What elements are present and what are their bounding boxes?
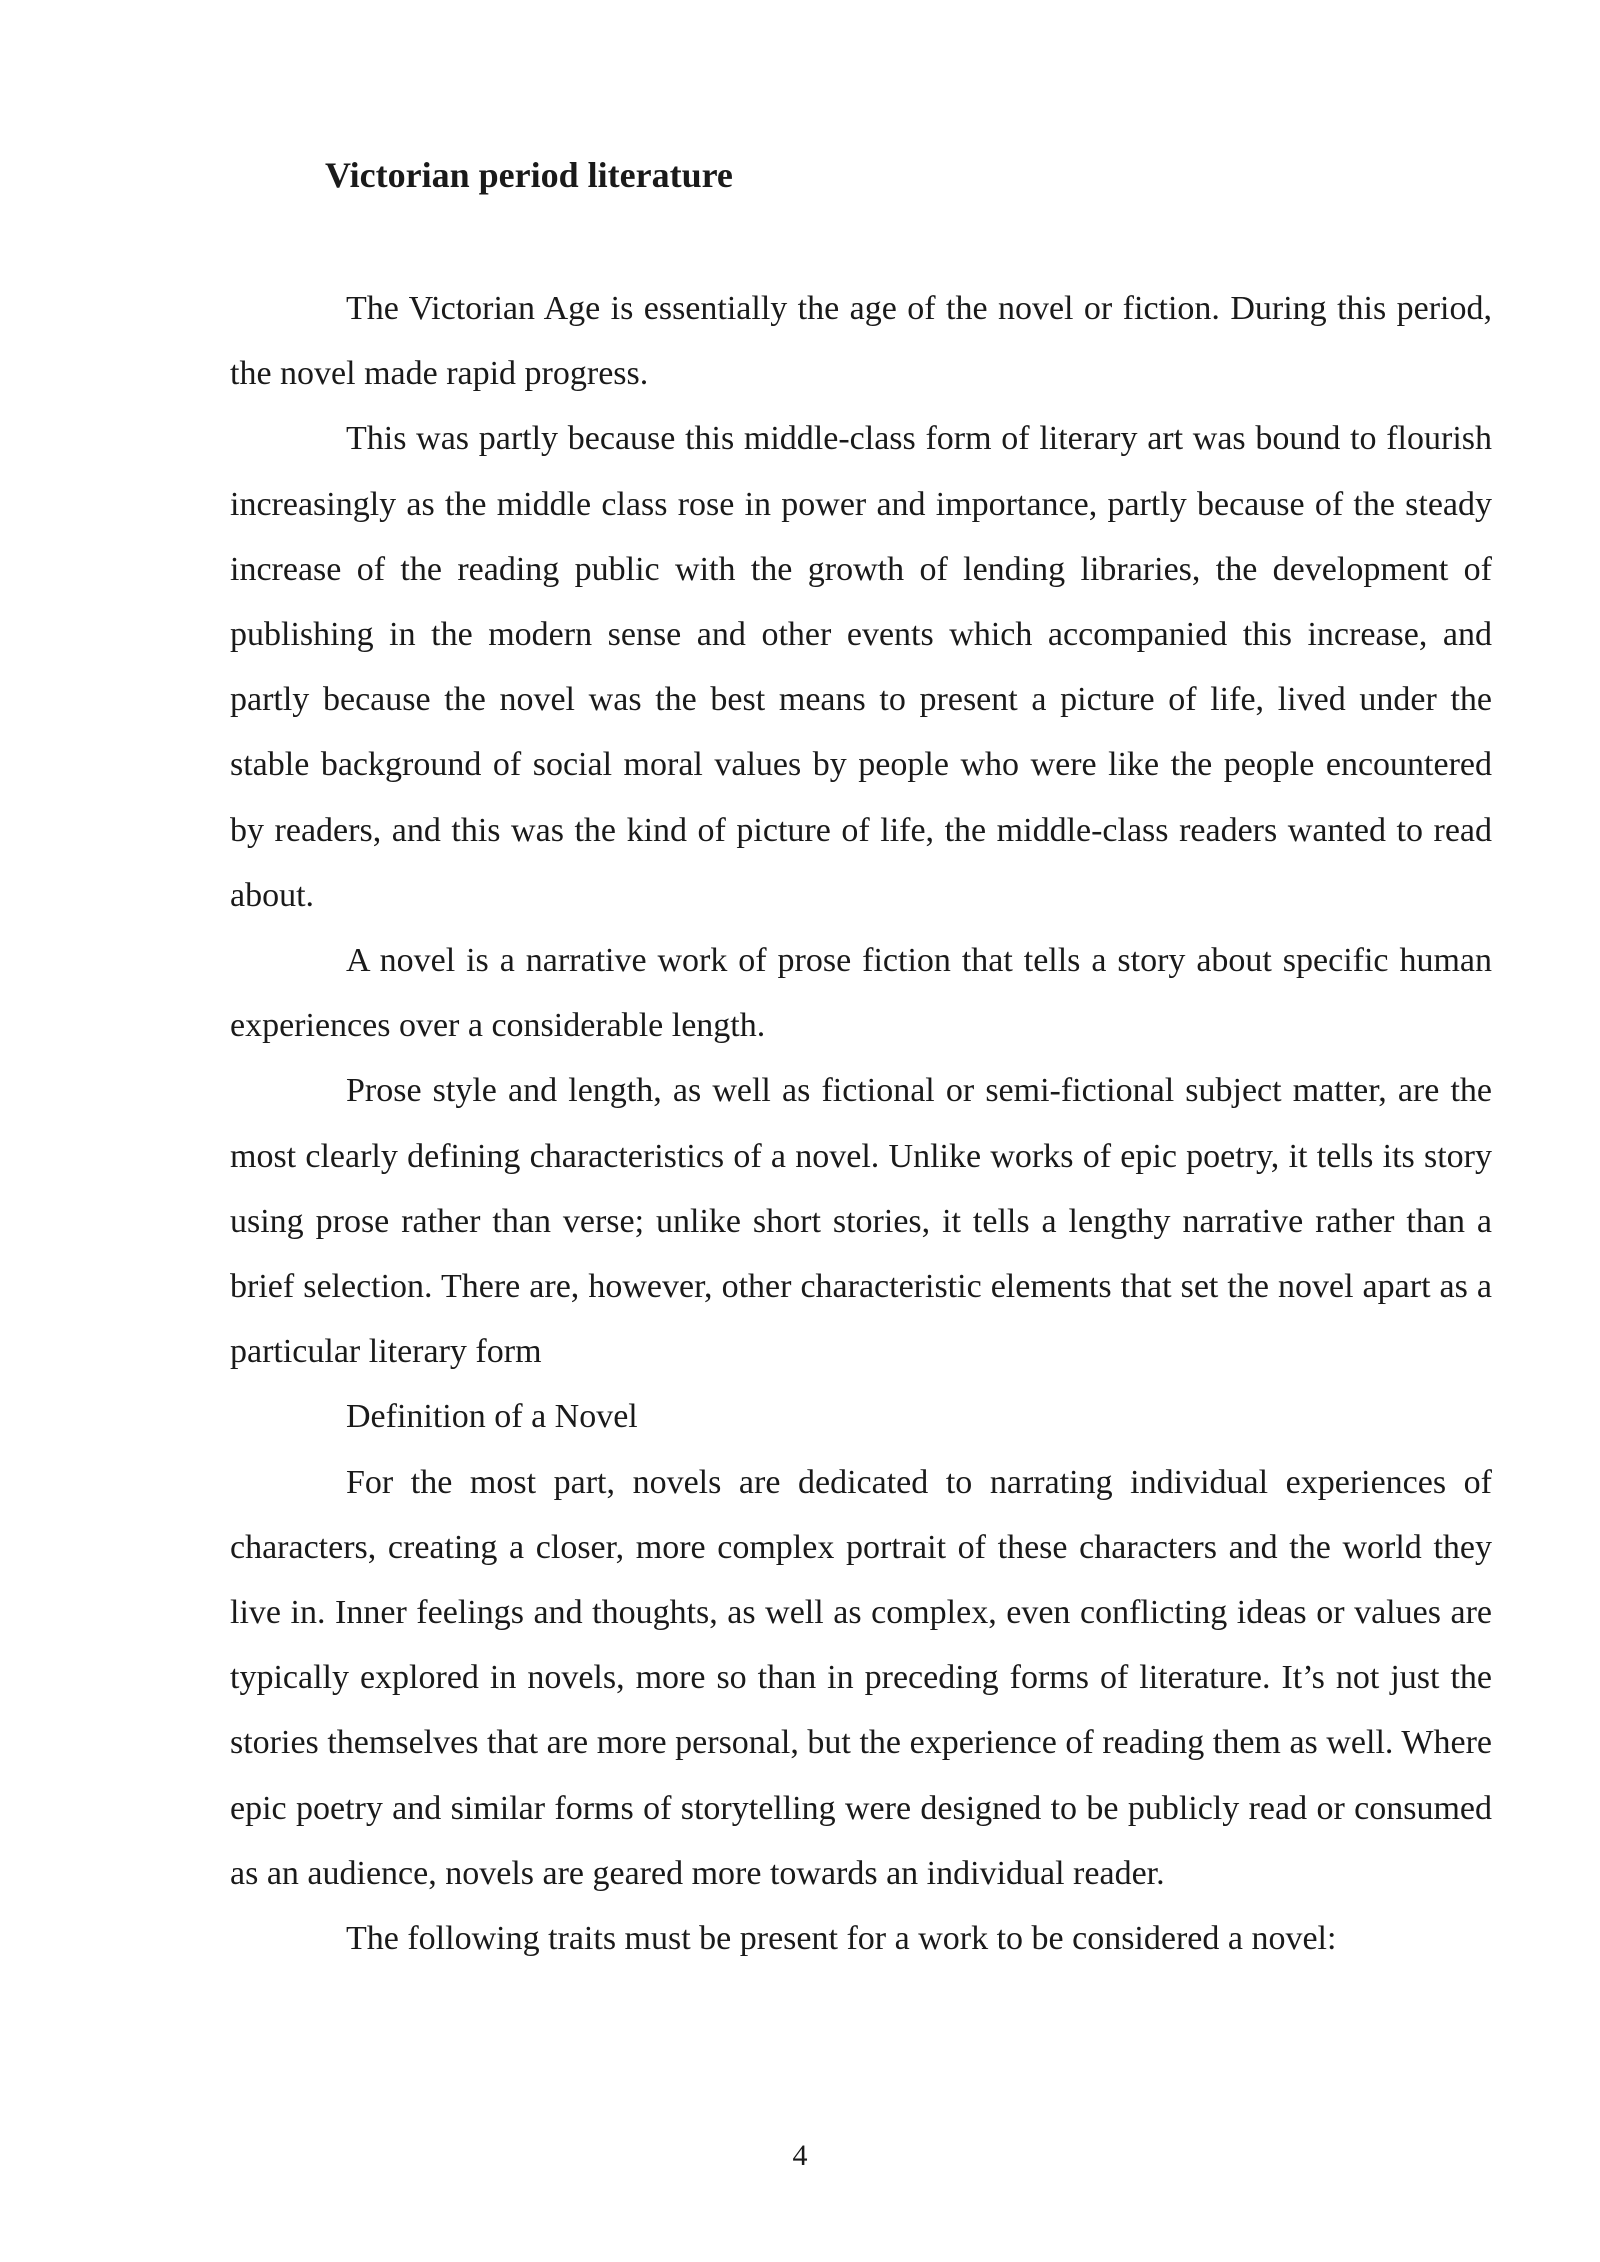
- paragraph: A novel is a narrative work of prose fiction that tells a story about specific human experiences over a considerable length.: [230, 942, 1492, 1045]
- paragraph: The following traits must be present for a work to be considered a novel:: [346, 1920, 1337, 1958]
- page-number: 4: [792, 2139, 808, 2172]
- paragraph: For the most part, novels are dedicated to narrating individual experiences of characters, creating a closer, more complex portrait of these characters and the world they live in. Inner feelings and thoughts, as well as complex, even conflicting ideas or values are typically explored in novels, more so than in preceding forms of literature. It’s not just the stories themselves that are more personal, but the experience of reading them as well. Where epic poetry and similar forms of storytelling were designed to be publicly read or consumed as an audience, novels are geared more towards an individual reader.: [230, 1463, 1492, 1892]
- paragraph: Prose style and length, as well as fictional or semi-fictional subject matter, are the most clearly defining characteristics of a novel. Unlike works of epic poetry, it tells its story using prose rather than verse; unlike short stories, it tells a lengthy narrative rather than a brief selection. There are, however, other characteristic elements that set the novel apart as a particular literary form: [230, 1072, 1492, 1371]
- body-text: [230, 276, 1492, 1971]
- subheading-paragraph: Definition of a Novel: [346, 1398, 638, 1436]
- paragraph: The Victorian Age is essentially the age of the novel or fiction. During this period, the novel made rapid progress.: [230, 290, 1492, 393]
- paragraph: This was partly because this middle-class form of literary art was bound to flourish increasingly as the middle class rose in power and importance, partly because of the steady increase of the reading public with the growth of lending libraries, the development of publishing in the modern sense and other events which accompanied this increase, and partly because the novel was the best means to present a picture of life, lived under the stable background of social moral values by people who were like the people encountered by readers, and this was the kind of picture of life, the middle-class readers wanted to read about.: [230, 420, 1492, 914]
- section-heading: Victorian period literature: [325, 155, 733, 195]
